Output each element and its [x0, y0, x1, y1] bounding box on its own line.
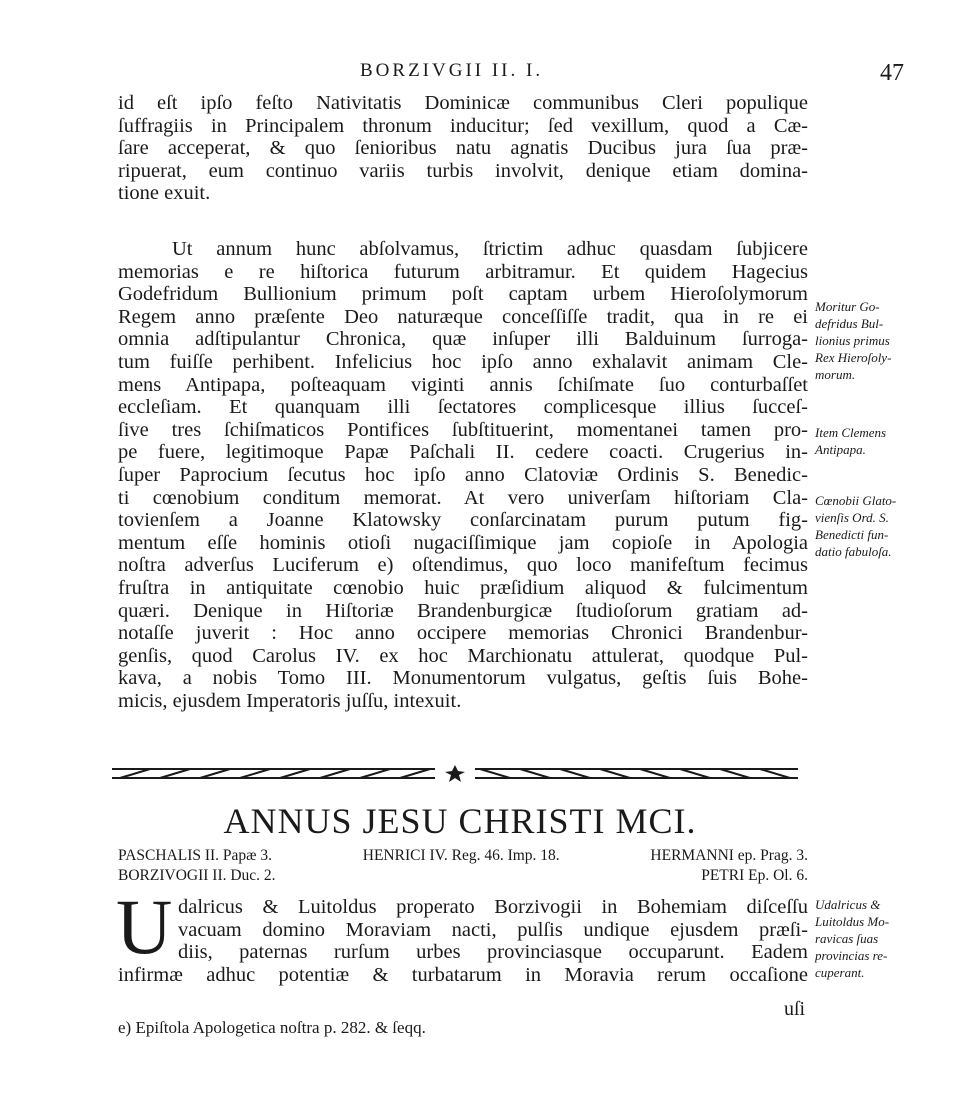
text-line: notaſſe juverit : Hoc anno occipere memorias Chronici Brandenbur- — [118, 622, 808, 645]
margin-note-clemens — [815, 424, 950, 458]
paragraph-3-tail — [118, 964, 808, 987]
text-line: pe fuere, legitimoque Papæ Paſchali II. cedere coacti. Crugerius in- — [118, 441, 808, 464]
text-line: omnia adſtipulantur Chronica, quæ inſuper illi Balduinum ſurroga- — [118, 328, 808, 351]
text-line: mentum eſſe hominis otioſi nugaciſſimique jam copioſe in Apologia — [118, 531, 808, 554]
text-line: ſuffragiis in Principalem thronum inducitur; ſed vexillum, quod a Cæ- — [118, 114, 808, 137]
margin-note-line: Benedicti fun- — [815, 527, 889, 542]
section-heading: ANNUS JESU CHRISTI MCI. — [223, 801, 697, 841]
margin-note-line: provincias re- — [815, 948, 888, 963]
text-line: fruſtra in antiquitate cœnobio huic præſidium aliquod & fulcimentum — [118, 576, 808, 599]
margin-note-line: cuperant. — [815, 965, 865, 980]
text-line: ſare acceperat, & quo ſenioribus natu agnatis Ducibus jura ſua præ- — [118, 137, 808, 160]
text-line: tum fuiſſe perhibent. Infelicius hoc ipſo anno exhalavit animam Cle- — [118, 350, 808, 373]
text-line: id eſt ipſo feſto Nativitatis Dominicæ communibus Cleri populique — [118, 92, 808, 114]
margin-note-line: vienſis Ord. S. — [815, 510, 889, 525]
regnal-entry: PETRI Ep. Ol. 6. — [701, 867, 808, 884]
margin-note-glatoviensis — [815, 492, 950, 560]
text-line: dalricus & Luitoldus properato Borzivogii in Bohemiam diſceſſu — [178, 896, 808, 918]
margin-note-line: morum. — [815, 367, 856, 382]
margin-note-line: Antipapa. — [815, 442, 866, 457]
text-line: ſive tres ſchiſmaticos Pontifices ſubſtituerint, momentanei tamen pro- — [118, 418, 808, 441]
text-line: eccleſiam. Et quanquam illi ſectatores complicesque illius ſucceſ- — [118, 396, 808, 419]
drop-cap: U — [116, 883, 173, 970]
footnote: e) Epiſtola Apologetica noſtra p. 282. & ſeqq. — [118, 1018, 426, 1037]
text-line: ti cœnobium conditum memorat. At vero univerſam hiſtoriam Cla- — [118, 486, 808, 509]
text-line: tovienſem a Joanne Klatowsky conſarcinatam purum putum fig- — [118, 509, 808, 532]
text-line: vacuam domino Moraviam nacti, pulſis undique ejusdem præſi- — [178, 918, 808, 941]
regnal-entry: BORZIVOGII II. Duc. 2. — [118, 867, 276, 884]
running-head: BORZIVGII II. I. — [360, 60, 544, 81]
text-line: infirmæ adhuc potentiæ & turbatarum in Moravia rerum occaſione — [118, 964, 808, 986]
margin-note-godefridus — [815, 298, 950, 383]
text-line: Ut annum hunc abſolvamus, ſtrictim adhuc quasdam ſubjicere — [172, 238, 808, 260]
text-line: quæri. Denique in Hiſtoriæ Brandenburgicæ ſtudioſorum gratiam ad- — [118, 599, 808, 622]
margin-note-line: defridus Bul- — [815, 316, 884, 331]
paragraph-2 — [118, 238, 808, 712]
text-line: ripuerat, eum continuo variis turbis involvit, denique etiam domina- — [118, 159, 808, 182]
regnal-years — [118, 846, 808, 886]
text-line: ſuper Paprocium ſecutus hoc ipſo anno Clatoviæ Ordinis S. Benedic- — [118, 463, 808, 486]
text-line: genſis, quod Carolus IV. ex hoc Marchionatu attulerat, quodque Pul- — [118, 644, 808, 667]
catchword: uſi — [784, 998, 806, 1020]
margin-note-line: Udalricus & — [815, 897, 881, 912]
margin-note-line: datio fabuloſa. — [815, 544, 892, 559]
margin-note-line: Cœnobii Glato- — [815, 493, 897, 508]
text-line: memorias e re hiſtorica futurum arbitramur. Et quidem Hagecius — [118, 260, 808, 283]
text-line: mens Antipapa, poſteaquam viginti annis ſchiſmate ſuo conturbaſſet — [118, 373, 808, 396]
regnal-entry: PASCHALIS II. Papæ 3. — [118, 847, 273, 864]
text-line: kava, a nobis Tomo III. Monumentorum vulgatus, geſtis ſuis Bohe- — [118, 667, 808, 690]
margin-note-line: Luitoldus Mo- — [815, 914, 890, 929]
margin-note-line: Item Clemens — [815, 425, 887, 440]
margin-note-line: ravicas ſuas — [815, 931, 879, 946]
margin-note-line: Rex Hieroſoly- — [815, 350, 892, 365]
regnal-entry: HENRICI IV. Reg. 46. Imp. 18. — [362, 847, 560, 864]
page-number: 47 — [880, 60, 904, 86]
paragraph-1 — [118, 92, 808, 205]
margin-note-line: Moritur Go- — [815, 299, 880, 314]
regnal-entry: HERMANNI ep. Prag. 3. — [650, 847, 808, 864]
regnal-row — [118, 866, 808, 886]
text-line: tione exuit. — [118, 182, 211, 205]
margin-note-line: lionius primus — [815, 333, 890, 348]
text-line: diis, paternas rurſum urbes provinciasque occuparunt. Eadem — [178, 941, 808, 964]
text-line: Godefridum Bullionium primum poſt captam urbem Hieroſolymorum — [118, 283, 808, 306]
paragraph-3 — [178, 896, 808, 964]
ornamental-divider — [110, 763, 800, 783]
text-line: Regem anno præſente Deo naturæque conceſſiſſe tradit, qua in re ei — [118, 305, 808, 328]
text-line: noſtra adverſus Luciferum e) oſtendimus, quo loco manifeſtum fecimus — [118, 554, 808, 577]
regnal-row — [118, 846, 808, 866]
margin-note-udalricus — [815, 896, 950, 981]
text-line: micis, ejusdem Imperatoris juſſu, intexuit. — [118, 689, 462, 712]
